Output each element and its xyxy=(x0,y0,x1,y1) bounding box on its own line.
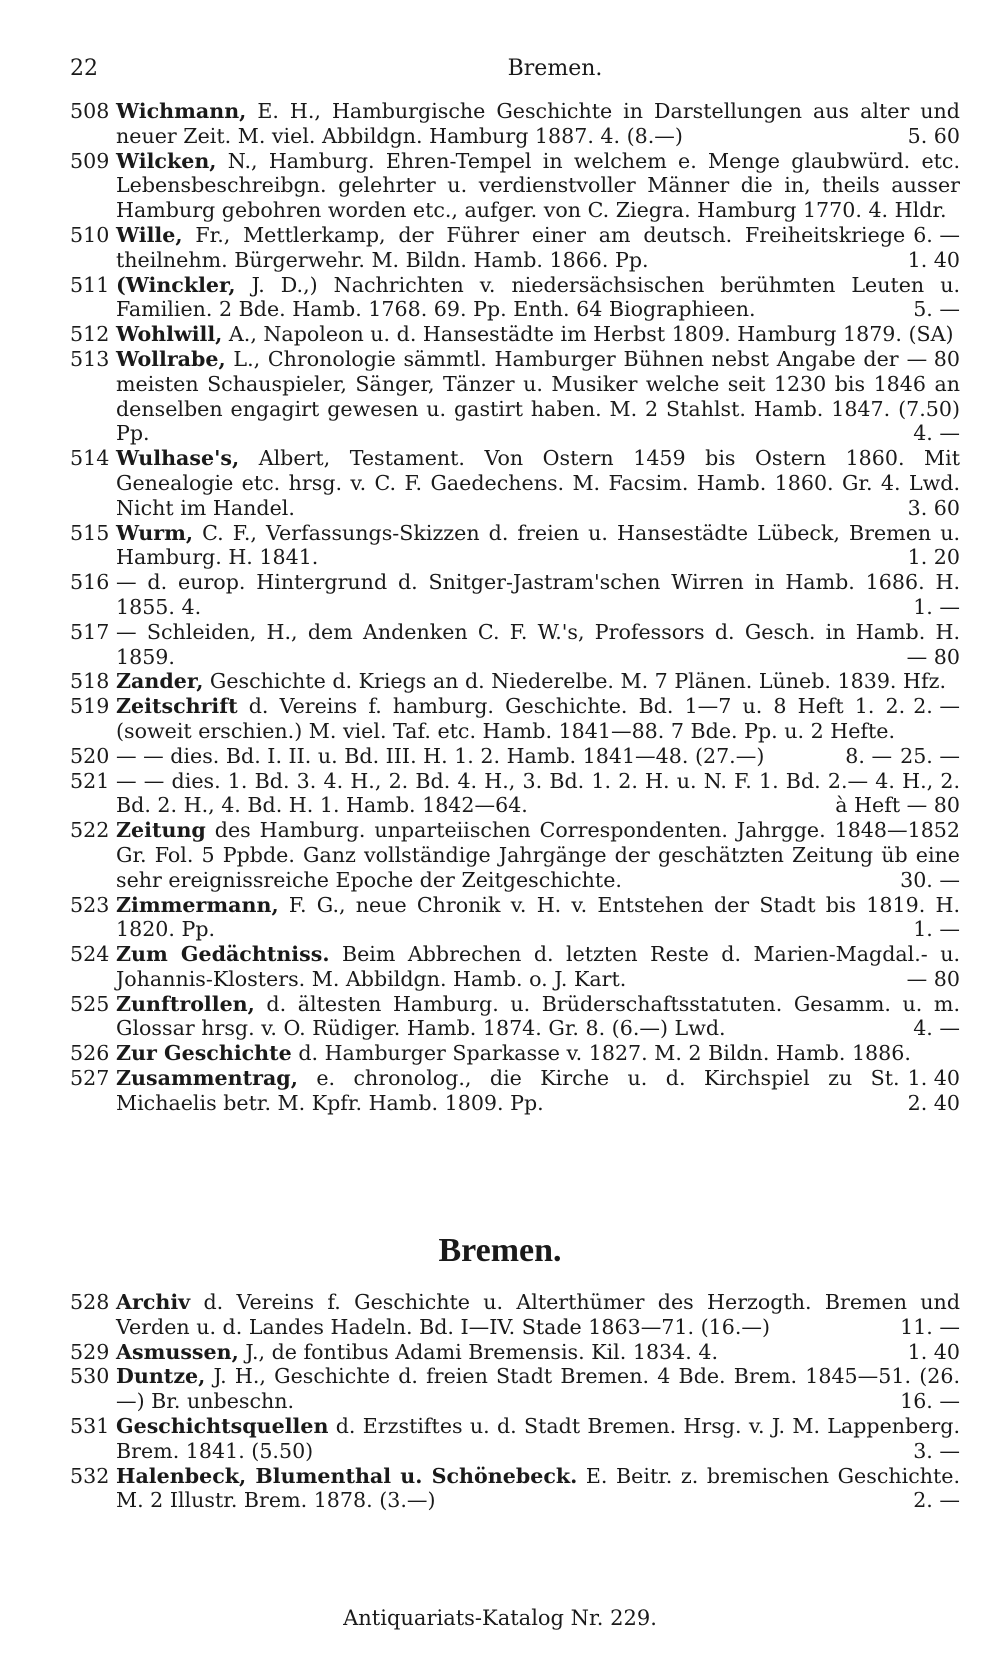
entry-text xyxy=(116,273,960,323)
entry-number: 515 xyxy=(70,520,110,545)
entry-description: F. G., neue Chronik v. H. v. Entstehen der Stadt bis 1819. H. 1820. Pp. xyxy=(116,892,960,942)
catalog-entry xyxy=(70,893,960,943)
entry-keyword: Zum Gedächtniss. xyxy=(116,942,330,967)
entry-keyword: Zunftrollen, xyxy=(116,991,255,1016)
entry-text xyxy=(116,893,960,943)
entry-number: 524 xyxy=(70,942,110,967)
catalog-entry xyxy=(70,1464,960,1514)
entry-price: 5. — xyxy=(913,297,960,322)
entry-number: 518 xyxy=(70,669,110,694)
entry-description: des Hamburg. unparteiischen Correspondenten. Jahrgge. 1848—1852 Gr. Fol. 5 Ppbde. Ganz vollständige Jahrgänge der geschätzten Zeitung üb eine sehr ereignissreiche Epoche der Zeitgeschichte. xyxy=(116,818,961,892)
entry-text xyxy=(116,818,960,892)
catalog-entry xyxy=(70,223,960,273)
entry-price: 1. 20 xyxy=(907,545,960,570)
entry-price: — 80 xyxy=(906,346,960,371)
catalog-entry xyxy=(70,769,960,819)
entry-text xyxy=(116,769,960,819)
entry-price: 6. — xyxy=(913,222,960,247)
entry-description: — Schleiden, H., dem Andenken C. F. W.'s, Professors d. Gesch. in Hamb. H. 1859. xyxy=(116,619,960,669)
entry-keyword: Wilcken, xyxy=(116,148,217,173)
entry-number: 525 xyxy=(70,991,110,1016)
catalog-entry xyxy=(70,1066,960,1116)
entry-description: d. Hamburger Sparkasse v. 1827. M. 2 Bildn. Hamb. 1886. xyxy=(298,1041,911,1066)
entry-text xyxy=(116,1066,960,1116)
entry-number: 532 xyxy=(70,1463,110,1488)
entry-description: E. H., Hamburgische Geschichte in Darstellungen aus alter und neuer Zeit. M. viel. Abbildgn. Hamburg 1887. 4. (8.—) xyxy=(116,99,960,148)
entry-keyword: Zeitung xyxy=(116,818,206,843)
entry-number: 520 xyxy=(70,743,110,768)
entry-description: d. ältesten Hamburg. u. Brüderschaftsstatuten. Gesamm. u. m. Glossar hrsg. v. O. Rüdiger. Hamb. 1874. Gr. 8. (6.—) Lwd. xyxy=(116,991,960,1041)
entry-keyword: Zander, xyxy=(116,669,204,694)
entry-description: d. Vereins f. hamburg. Geschichte. Bd. 1—7 u. 8 Heft 1. 2. (soweit erschien.) M. viel. Taf. etc. Hamb. 1841—88. 7 Bde. Pp. u. 2 Hefte. xyxy=(116,694,906,743)
entry-keyword: Geschichtsquellen xyxy=(116,1413,329,1438)
entry-number: 511 xyxy=(70,272,110,297)
entry-description: d. Erzstiftes u. d. Stadt Bremen. Hrsg. v. J. M. Lappenberg. Brem. 1841. (5.50) xyxy=(116,1413,960,1463)
entry-text xyxy=(116,99,960,149)
catalog-entry xyxy=(70,1364,960,1414)
entry-price: 4. — xyxy=(913,1016,960,1041)
entry-text xyxy=(116,521,960,571)
page-header xyxy=(70,56,960,88)
entry-price: à Heft — 80 xyxy=(835,793,960,818)
catalog-entry xyxy=(70,818,960,892)
entry-number: 523 xyxy=(70,892,110,917)
entry-number: 514 xyxy=(70,446,110,471)
entry-keyword: Wohlwill, xyxy=(116,322,223,347)
entry-description: — d. europ. Hintergrund d. Snitger-Jastram'schen Wirren in Hamb. 1686. H. 1855. 4. xyxy=(116,570,960,619)
catalog-entry xyxy=(70,347,960,446)
entry-keyword: Zusammentrag, xyxy=(116,1066,298,1091)
entry-description: e. chronolog., die Kirche u. d. Kirchspiel zu St. Michaelis betr. M. Kpfr. Hamb. 1809. Pp. xyxy=(116,1066,900,1115)
entry-number: 530 xyxy=(70,1364,110,1389)
entry-keyword: Zeitschrift xyxy=(116,694,238,719)
entry-price: 2. 40 xyxy=(907,1090,960,1115)
entry-description: E. Beitr. z. bremischen Geschichte. M. 2 Illustr. Brem. 1878. (3.—) xyxy=(116,1463,961,1513)
entry-number: 510 xyxy=(70,222,110,247)
entry-price: 3. 60 xyxy=(907,495,960,520)
entry-description: J. H., Geschichte d. freien Stadt Bremen. 4 Bde. Brem. 1845—51. (26.—) Br. unbeschn. xyxy=(116,1364,960,1414)
entry-keyword: (Winckler, xyxy=(116,272,236,297)
entry-keyword: Wille, xyxy=(116,222,183,247)
entry-price: 3. — xyxy=(913,1438,960,1463)
catalog-entry xyxy=(70,620,960,670)
entry-text xyxy=(116,1414,960,1464)
entry-keyword: Wollrabe, xyxy=(116,346,226,371)
catalog-entry xyxy=(70,446,960,520)
page-number: 22 xyxy=(70,56,98,81)
entry-description: L., Chronologie sämmtl. Hamburger Bühnen nebst Angabe der meisten Schauspieler, Sänger, Tänzer u. Musiker welche seit 1230 bis 1846 an denselben engagirt gewesen u. gastirt haben. M. 2 Stahlst. Hamb. 1847. (7.50) Pp. xyxy=(116,346,960,446)
entry-keyword: Asmussen, xyxy=(116,1339,239,1364)
entry-keyword: Halenbeck, Blumenthal u. Schönebeck. xyxy=(116,1463,578,1488)
entry-description: Beim Abbrechen d. letzten Reste d. Marien-Magdal.- u. Johannis-Klosters. M. Abbildgn. Hamb. o. J. Kart. xyxy=(116,942,961,991)
entry-keyword: Duntze, xyxy=(116,1364,206,1389)
entry-price: 1. 40 xyxy=(907,1066,960,1091)
entry-price: 8. — xyxy=(845,743,893,768)
entry-number: 526 xyxy=(70,1041,110,1066)
entry-text xyxy=(116,446,960,520)
catalog-entry xyxy=(70,273,960,323)
catalog-entry xyxy=(70,744,960,769)
section-title: Bremen. xyxy=(438,1232,562,1269)
entry-description: J., de fontibus Adami Bremensis. Kil. 1834. 4. xyxy=(245,1339,718,1364)
catalog-entry xyxy=(70,942,960,992)
entry-number: 508 xyxy=(70,99,110,123)
entry-list-hamburg xyxy=(70,99,960,1116)
entry-price: — 80 xyxy=(906,644,960,669)
catalog-entry xyxy=(70,1290,960,1340)
entry-description: — — dies. 1. Bd. 3. 4. H., 2. Bd. 4. H., 3. Bd. 1. 2. H. u. N. F. 1. Bd. 2.— 4. H., 2. Bd. 2. H., 4. Bd. H. 1. Hamb. 1842—64. xyxy=(116,768,960,818)
entry-price: 1. — xyxy=(913,917,960,942)
entry-number: 529 xyxy=(70,1339,110,1364)
entry-keyword: Archiv xyxy=(116,1290,191,1314)
entry-number: 528 xyxy=(70,1290,110,1314)
catalog-entry xyxy=(70,992,960,1042)
entry-number: 519 xyxy=(70,694,110,719)
entry-number: 513 xyxy=(70,346,110,371)
entry-description: Fr., Mettlerkamp, der Führer einer am deutsch. Freiheitskriege theilnehm. Bürgerwehr. M. Bildn. Hamb. 1866. Pp. xyxy=(116,222,906,272)
entry-description: Albert, Testament. Von Ostern 1459 bis Ostern 1860. Mit Genealogie etc. hrsg. v. C. F. Gaedechens. M. Facsim. Hamb. 1860. Gr. 4. Lwd. Nicht im Handel. xyxy=(116,446,960,520)
entry-price: 1. 40 xyxy=(907,247,960,272)
entry-price: 25. — xyxy=(900,743,960,768)
entry-number: 521 xyxy=(70,768,110,793)
catalog-entry xyxy=(70,521,960,571)
catalog-entry xyxy=(70,1340,960,1365)
entry-text xyxy=(116,1340,960,1365)
entry-description: A., Napoleon u. d. Hansestädte im Herbst 1809. Hamburg 1879. (SA) xyxy=(228,322,954,347)
entry-text xyxy=(116,1464,960,1514)
entry-text xyxy=(116,347,960,446)
entry-price: 1. 40 xyxy=(907,1339,960,1364)
entry-price: 1. — xyxy=(913,594,960,619)
entry-description: d. Vereins f. Geschichte u. Alterthümer des Herzogth. Bremen und Verden u. d. Landes Hadeln. Bd. I—IV. Stade 1863—71. (16.—) xyxy=(116,1290,960,1339)
catalog-footer: Antiquariats-Katalog Nr. 229. xyxy=(343,1606,657,1630)
entry-price: 5. 60 xyxy=(907,123,960,148)
entry-keyword: Wichmann, xyxy=(116,99,247,123)
entry-price: — 80 xyxy=(906,966,960,991)
entry-number: 516 xyxy=(70,570,110,595)
entry-number: 509 xyxy=(70,148,110,173)
catalog-entry xyxy=(70,570,960,620)
running-title: Bremen. xyxy=(507,56,603,81)
entry-number: 522 xyxy=(70,818,110,843)
entry-text xyxy=(116,1364,960,1414)
entry-keyword: Zimmermann, xyxy=(116,892,279,917)
entry-keyword: Wurm, xyxy=(116,520,194,545)
entry-price: 2. — xyxy=(913,694,960,719)
catalog-entry xyxy=(70,99,960,149)
entry-text xyxy=(116,1290,960,1340)
entry-list-bremen xyxy=(70,1290,960,1513)
entry-description: C. F., Verfassungs-Skizzen d. freien u. Hansestädte Lübeck, Bremen u. Hamburg. H. 1841. xyxy=(116,520,961,570)
entry-description: — — dies. Bd. I. II. u. Bd. III. H. 1. 2. Hamb. 1841—48. (27.—) xyxy=(116,743,765,768)
entry-price: 30. — xyxy=(900,867,960,892)
entry-description: J. D.,) Nachrichten v. niedersächsischen berühmten Leuten u. Familien. 2 Bde. Hamb. 1768. 69. Pp. Enth. 64 Biographieen. xyxy=(116,272,960,322)
entry-price: 16. — xyxy=(900,1389,960,1414)
entry-text xyxy=(116,570,960,620)
entry-number: 517 xyxy=(70,619,110,644)
entry-number: 527 xyxy=(70,1066,110,1091)
entry-number: 531 xyxy=(70,1413,110,1438)
catalog-entry xyxy=(70,1414,960,1464)
entry-keyword: Zur Geschichte xyxy=(116,1041,292,1066)
entry-text xyxy=(116,223,960,273)
entry-text xyxy=(116,942,960,992)
entry-keyword: Wulhase's, xyxy=(116,446,240,471)
entry-description: N., Hamburg. Ehren-Tempel in welchem e. Menge glaubwürd. etc. Lebensbeschreibgn. gelehrter u. verdienstvoller Männer die in, theils ausser Hamburg gebohren worden etc., aufger. von C. Ziegra. Hamburg 1770. 4. Hldr. xyxy=(116,148,961,223)
entry-price: 2. — xyxy=(913,1488,960,1513)
entry-number: 512 xyxy=(70,322,110,347)
entry-text xyxy=(116,992,960,1042)
entry-text xyxy=(116,620,960,670)
entry-price: 4. — xyxy=(913,421,960,446)
entry-price: 11. — xyxy=(900,1314,960,1339)
entry-description: Geschichte d. Kriegs an d. Niederelbe. M. 7 Plänen. Lüneb. 1839. Hfz. xyxy=(209,669,946,694)
entry-text xyxy=(116,744,960,769)
